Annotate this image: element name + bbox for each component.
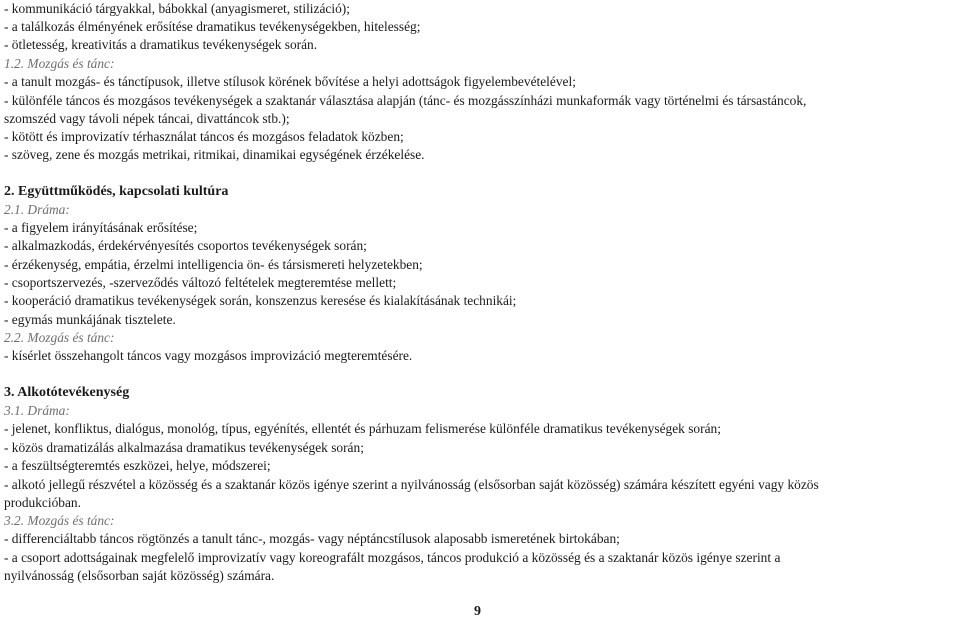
text-line: - csoportszervezés, -szerveződés változó feltételek megteremtése mellett;	[4, 275, 397, 290]
text-line: - kísérlet összehangolt táncos vagy mozgásos improvizáció megteremtésére.	[4, 348, 413, 363]
text-line: - a tanult mozgás- és tánctípusok, illetve stílusok körének bővítése a helyi adottságok figyelembevételével;	[4, 74, 576, 89]
text-line: - a figyelem irányításának erősítése;	[4, 220, 198, 235]
subsection-heading: 1.2. Mozgás és tánc:	[4, 56, 115, 71]
page-number: 9	[474, 604, 481, 619]
text-line: - ötletesség, kreativitás a dramatikus tevékenységek során.	[4, 37, 318, 52]
subsection-heading: 2.1. Dráma:	[4, 202, 70, 217]
text-line: - differenciáltabb táncos rögtönzés a tanult tánc-, mozgás- vagy néptáncstílusok alaposabb ismeretének birtokában;	[4, 531, 620, 546]
text-line: - érzékenység, empátia, érzelmi intelligencia ön- és társismereti helyzetekben;	[4, 257, 423, 272]
text-line: - kooperáció dramatikus tevékenységek során, konszenzus keresése és kialakításának technikái;	[4, 293, 517, 308]
subsection-heading: 2.2. Mozgás és tánc:	[4, 330, 115, 345]
text-line: - közös dramatizálás alkalmazása dramatikus tevékenységek során;	[4, 440, 364, 455]
text-line: - szöveg, zene és mozgás metrikai, ritmikai, dinamikai egységének érzékelése.	[4, 147, 425, 162]
text-line: szomszéd vagy távoli népek táncai, divattáncok stb.);	[4, 111, 290, 126]
text-line: - kommunikáció tárgyakkal, bábokkal (anyagismeret, stilizáció);	[4, 1, 350, 16]
section-heading: 2. Együttműködés, kapcsolati kultúra	[4, 184, 229, 199]
text-line: - egymás munkájának tisztelete.	[4, 312, 176, 327]
text-line: - a feszültségteremtés eszközei, helye, módszerei;	[4, 458, 271, 473]
text-line: - alkotó jellegű részvétel a közösség és a szaktanár közös igénye szerint a nyilvánosság (elsősorban saját közösség) számára készített egyéni vagy közös	[4, 477, 819, 492]
text-line: - a találkozás élményének erősítése dramatikus tevékenységekben, hitelesség;	[4, 19, 421, 34]
text-line: - jelenet, konfliktus, dialógus, monológ, típus, egyénítés, ellentét és párhuzam felismerése különféle dramatikus tevékenységek során;	[4, 421, 721, 436]
text-line: - a csoport adottságainak megfelelő improvizatív vagy koreografált mozgásos, táncos produkció a közösség és a szaktanár közös igénye szerint a	[4, 550, 781, 565]
text-line: produkcióban.	[4, 495, 81, 510]
section-heading: 3. Alkotótevékenység	[4, 385, 130, 400]
text-line: - különféle táncos és mozgásos tevékenységek a szaktanár választása alapján (tánc- és mozgásszínházi munkaformák vagy történelmi és társastáncok,	[4, 93, 807, 108]
text-line: - alkalmazkodás, érdekérvényesítés csoportos tevékenységek során;	[4, 238, 367, 253]
text-line: - kötött és improvizatív térhasználat táncos és mozgásos feladatok közben;	[4, 129, 404, 144]
subsection-heading: 3.2. Mozgás és tánc:	[4, 513, 115, 528]
subsection-heading: 3.1. Dráma:	[4, 403, 70, 418]
text-line: nyilvánosság (elsősorban saját közösség) számára.	[4, 568, 275, 583]
